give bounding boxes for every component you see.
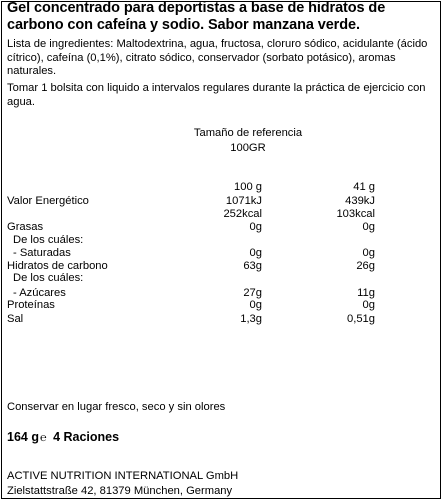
nutrition-row-col2: 0g — [362, 221, 375, 233]
storage-instructions: Conservar en lugar fresco, seco y sin olores — [7, 401, 226, 413]
reference-size-value: 100GR — [230, 142, 266, 154]
nutrition-row-col2: 0,51g — [347, 313, 375, 325]
company-name: ACTIVE NUTRITION INTERNATIONAL GmbH — [7, 470, 239, 482]
nutrition-row-col1: 252kcal — [223, 208, 262, 220]
nutrition-row-col2: 0g — [362, 247, 375, 259]
nutrition-header-col1: 100 g — [234, 181, 262, 193]
nutrition-row-col2: 439kJ — [345, 195, 375, 207]
nutrition-row-col1: 0g — [249, 221, 262, 233]
nutrition-row-label: De los cuáles: — [13, 272, 84, 284]
nutrition-row-label: Hidratos de carbono — [7, 260, 108, 272]
nutrition-row-col2: 0g — [362, 299, 375, 311]
nutrition-row-label: Valor Energético — [7, 195, 89, 207]
nutrition-row-label: Proteínas — [7, 299, 55, 311]
nutrition-row-col2: 11g — [357, 287, 375, 299]
net-weight — [7, 430, 119, 446]
net-weight-amount: 164 g — [7, 430, 39, 444]
nutrition-row-col1: 1071kJ — [225, 195, 262, 207]
usage-instructions: Tomar 1 bolsita con liquido a intervalos regulares durante la práctica de ejercicio con agua. — [7, 82, 426, 108]
nutrition-row-label: - Azúcares — [13, 287, 66, 299]
nutrition-row-col1: 1,3g — [240, 313, 262, 325]
nutrition-row-label: De los cuáles: — [13, 234, 84, 246]
nutrition-row-col2: 103kcal — [336, 208, 375, 220]
reference-size-label: Tamaño de referencia — [193, 127, 303, 139]
estimate-mark-icon: ℮ — [39, 432, 47, 444]
nutrition-row-col2: 26g — [356, 260, 375, 272]
ingredients-list: Lista de ingredientes: Maltodextrina, agua, fructosa, cloruro sódico, acidulante (ácido cítrico), cafeína (0,1%), citrato sódico, conservador (sorbato potásico), aromas naturales. — [7, 38, 428, 78]
nutrition-row-col1: 27g — [243, 287, 262, 299]
nutrition-row-label: Grasas — [7, 221, 44, 233]
servings-count: 4 Raciones — [53, 430, 120, 444]
nutrition-row-col1: 0g — [249, 299, 262, 311]
nutrition-row-col1: 63g — [243, 260, 262, 272]
company-address: Zielstattstraße 42, 81379 München, Germany — [7, 485, 233, 497]
nutrition-header-col2: 41 g — [353, 181, 375, 193]
product-title: Gel concentrado para deportistas a base de hidratos de carbono con cafeína y sodio. Sabor manzana verde. — [7, 0, 386, 33]
nutrition-row-label: - Saturadas — [13, 247, 71, 259]
nutrition-row-col1: 0g — [249, 247, 262, 259]
nutrition-row-label: Sal — [7, 313, 24, 325]
